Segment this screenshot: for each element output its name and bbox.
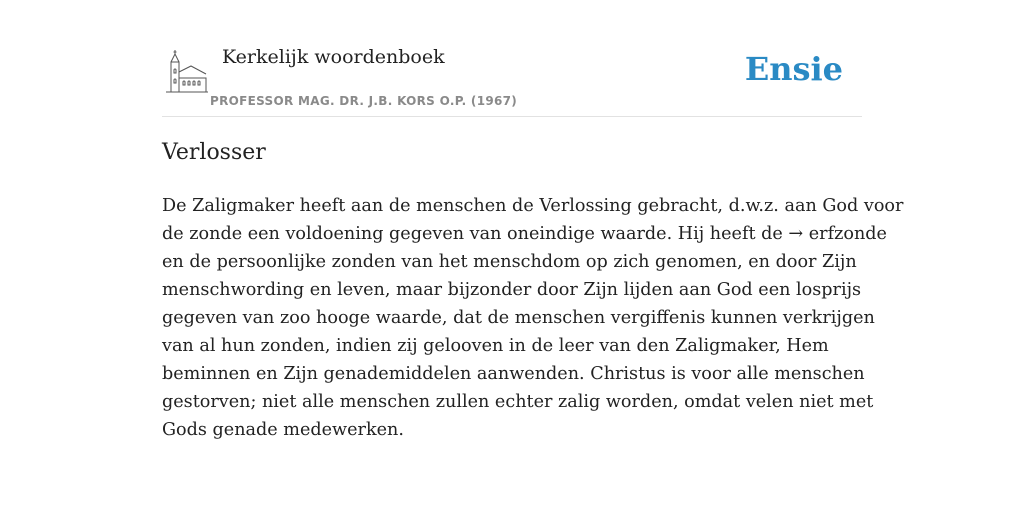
church-icon xyxy=(166,50,208,94)
entry-line-text: de zonde een voldoening gegeven van oneindige waarde. Hij heeft de xyxy=(162,224,783,244)
entry-line: gestorven; niet alle menschen zullen echter zalig worden, omdat velen niet met xyxy=(162,392,874,412)
entry-line: van al hun zonden, indien zij gelooven in de leer van den Zaligmaker, Hem xyxy=(162,336,829,356)
entry-line: gegeven van zoo hooge waarde, dat de menschen vergiffenis kunnen verkrijgen xyxy=(162,308,875,328)
cross-reference-link[interactable]: erfzonde xyxy=(808,224,887,244)
arrow-right-icon: → xyxy=(788,224,804,244)
entry-title: Verlosser xyxy=(162,140,266,165)
entry-line: beminnen en Zijn genademiddelen aanwenden. Christus is voor alle menschen xyxy=(162,364,865,384)
entry-text xyxy=(162,192,904,444)
entry-line: en de persoonlijke zonden van het menschdom op zich genomen, en door Zijn xyxy=(162,252,857,272)
book-title[interactable]: Kerkelijk woordenboek xyxy=(222,46,445,68)
brand-logo[interactable]: Ensie xyxy=(744,50,843,88)
author: PROFESSOR MAG. DR. J.B. KORS O.P. (1967) xyxy=(210,94,518,108)
entry-line xyxy=(162,220,887,248)
header xyxy=(162,40,862,117)
entry-line: De Zaligmaker heeft aan de menschen de Verlossing gebracht, d.w.z. aan God voor xyxy=(162,196,904,216)
entry-line: Gods genade medewerken. xyxy=(162,420,404,440)
entry-line: menschwording en leven, maar bijzonder door Zijn lijden aan God een losprijs xyxy=(162,280,862,300)
